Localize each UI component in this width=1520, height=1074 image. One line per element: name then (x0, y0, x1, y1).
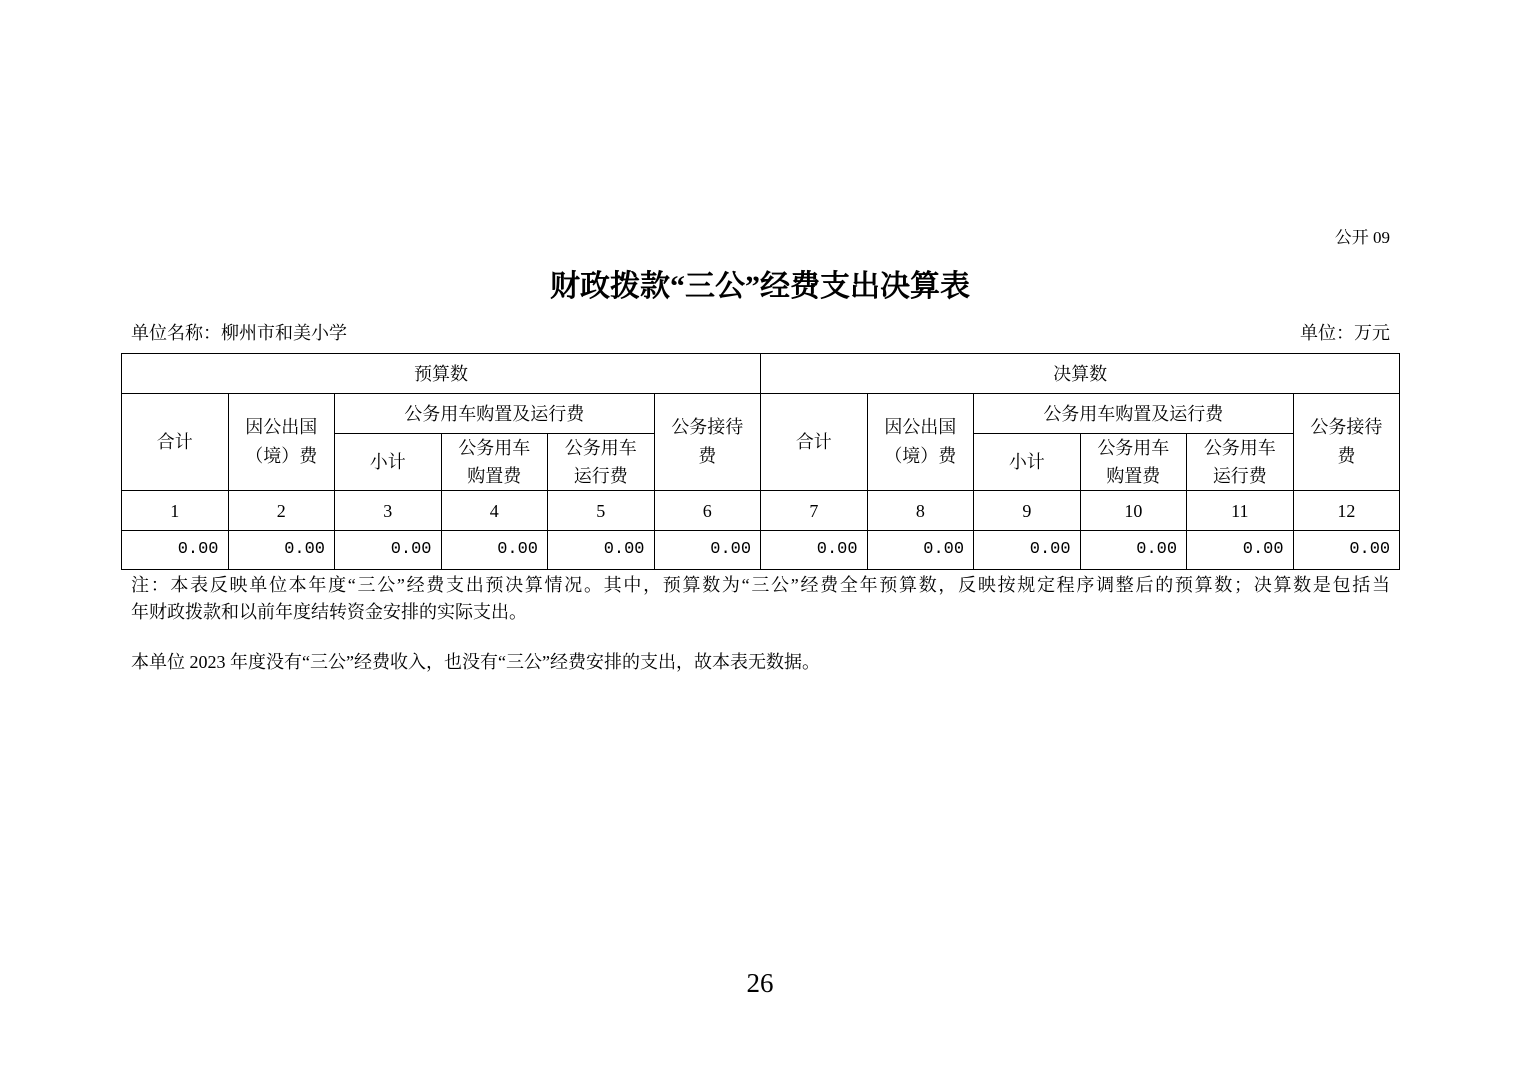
table-note (131, 572, 1390, 626)
header-final-reception (1293, 394, 1400, 491)
header-line: 公务接待 (671, 417, 744, 437)
header-line: 购置费 (467, 466, 522, 486)
header-line: 费 (698, 446, 717, 466)
header-budget-vehicle-operation (548, 434, 655, 491)
page-number: 26 (746, 968, 774, 998)
header-line: 公务用车 (1097, 438, 1170, 458)
expenditure-table (121, 353, 1400, 570)
note-line: 年财政拨款和以前年度结转资金安排的实际支出。 (131, 602, 527, 622)
report-title: 财政拨款“三公”经费支出决算表 (550, 270, 970, 303)
value-cell: 0.00 (441, 531, 548, 570)
header-line: 购置费 (1106, 466, 1161, 486)
header-budget-abroad (228, 394, 335, 491)
unit-name: 单位名称：柳州市和美小学 (131, 323, 347, 343)
header-line: （境）费 (884, 446, 957, 466)
column-number-cell: 7 (761, 491, 868, 531)
value-cell: 0.00 (335, 531, 442, 570)
value-cell: 0.00 (228, 531, 335, 570)
value-cell: 0.00 (1080, 531, 1187, 570)
header-line: 公务用车 (564, 438, 637, 458)
column-number-cell: 12 (1293, 491, 1400, 531)
header-final-total: 合计 (761, 394, 868, 491)
value-cell: 0.00 (548, 531, 655, 570)
header-budget-vehicle-group: 公务用车购置及运行费 (335, 394, 655, 434)
column-number-cell: 3 (335, 491, 442, 531)
header-final-vehicle-operation (1187, 434, 1294, 491)
column-number-row (122, 491, 1400, 531)
note-line: 注：本表反映单位本年度“三公”经费支出预决算情况。其中，预算数为“三公”经费全年预算数，反映按规定程序调整后的预算数；决算数是包括当 (131, 575, 1390, 595)
header-budget-subtotal: 小计 (335, 434, 442, 491)
header-budget: 预算数 (122, 354, 761, 394)
header-line: 公务用车 (458, 438, 531, 458)
value-cell: 0.00 (761, 531, 868, 570)
header-budget-reception (654, 394, 761, 491)
column-number-cell: 1 (122, 491, 229, 531)
header-line: 因公出国 (245, 417, 318, 437)
value-cell: 0.00 (1187, 531, 1294, 570)
page-code: 公开 09 (1334, 228, 1390, 247)
column-number-cell: 10 (1080, 491, 1187, 531)
column-header-row (122, 394, 1400, 434)
header-final-vehicle-group: 公务用车购置及运行费 (974, 394, 1294, 434)
header-line: 公务接待 (1310, 417, 1383, 437)
header-line: 费 (1337, 446, 1356, 466)
value-cell: 0.00 (867, 531, 974, 570)
no-data-statement: 本单位 2023 年度没有“三公”经费收入，也没有“三公”经费安排的支出，故本表无数据。 (131, 652, 820, 672)
header-final: 决算数 (761, 354, 1400, 394)
column-number-cell: 2 (228, 491, 335, 531)
group-header-row (122, 354, 1400, 394)
column-number-cell: 5 (548, 491, 655, 531)
column-number-cell: 6 (654, 491, 761, 531)
column-number-cell: 4 (441, 491, 548, 531)
column-number-cell: 9 (974, 491, 1081, 531)
header-line: 运行费 (1212, 466, 1267, 486)
header-line: （境）费 (245, 446, 318, 466)
value-cell: 0.00 (974, 531, 1081, 570)
column-number-cell: 11 (1187, 491, 1294, 531)
column-number-cell: 8 (867, 491, 974, 531)
header-final-subtotal: 小计 (974, 434, 1081, 491)
header-line: 公务用车 (1203, 438, 1276, 458)
header-line: 运行费 (573, 466, 628, 486)
table-row (122, 531, 1400, 570)
header-budget-total: 合计 (122, 394, 229, 491)
header-final-vehicle-purchase (1080, 434, 1187, 491)
value-cell: 0.00 (654, 531, 761, 570)
header-budget-vehicle-purchase (441, 434, 548, 491)
header-final-abroad (867, 394, 974, 491)
value-cell: 0.00 (122, 531, 229, 570)
value-cell: 0.00 (1293, 531, 1400, 570)
currency-unit: 单位：万元 (1300, 323, 1390, 343)
header-line: 因公出国 (884, 417, 957, 437)
